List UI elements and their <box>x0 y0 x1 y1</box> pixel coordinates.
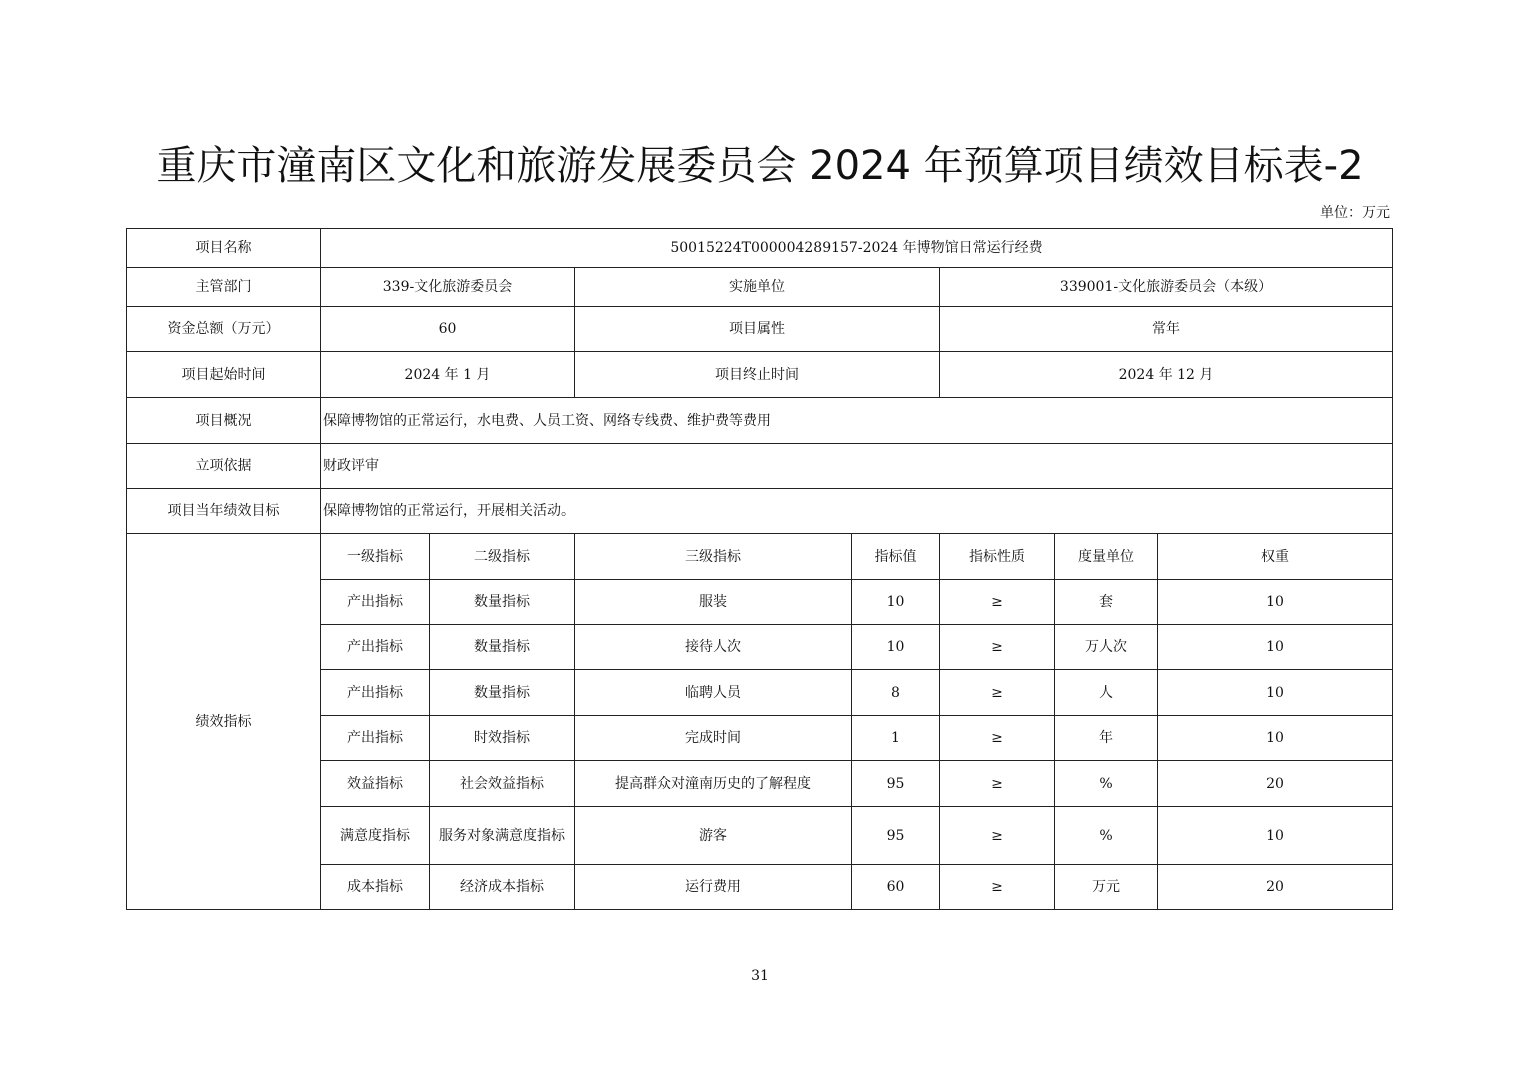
level3-cell: 完成时间 <box>575 716 852 761</box>
project-name-value: 50015224T000004289157-2024 年博物馆日常运行经费 <box>321 229 1393 268</box>
nature-cell: ≥ <box>940 807 1055 865</box>
end-label: 项目终止时间 <box>575 352 940 398</box>
nature-cell: ≥ <box>940 761 1055 807</box>
performance-target-table <box>126 228 1393 910</box>
level2-cell: 数量指标 <box>430 670 575 716</box>
weight-cell: 10 <box>1158 625 1393 670</box>
weight-cell: 10 <box>1158 716 1393 761</box>
header-level1: 一级指标 <box>321 534 430 580</box>
nature-cell: ≥ <box>940 865 1055 910</box>
end-value: 2024 年 12 月 <box>940 352 1393 398</box>
overview-value: 保障博物馆的正常运行，水电费、人员工资、网络专线费、维护费等费用 <box>321 398 1393 444</box>
weight-cell: 10 <box>1158 807 1393 865</box>
level3-cell: 服装 <box>575 580 852 625</box>
value-cell: 95 <box>852 807 940 865</box>
goal-value: 保障博物馆的正常运行，开展相关活动。 <box>321 489 1393 534</box>
perf-header-row <box>127 534 1393 580</box>
impl-label: 实施单位 <box>575 268 940 307</box>
level2-cell: 服务对象满意度指标 <box>430 807 575 865</box>
start-value: 2024 年 1 月 <box>321 352 575 398</box>
page-number: 31 <box>751 968 769 984</box>
fund-value: 60 <box>321 307 575 352</box>
unit-cell: 万人次 <box>1055 625 1158 670</box>
level1-cell: 产出指标 <box>321 716 430 761</box>
row-goal <box>127 489 1393 534</box>
goal-label: 项目当年绩效目标 <box>127 489 321 534</box>
level1-cell: 产出指标 <box>321 625 430 670</box>
header-level2: 二级指标 <box>430 534 575 580</box>
value-cell: 1 <box>852 716 940 761</box>
level1-cell: 成本指标 <box>321 865 430 910</box>
header-value: 指标值 <box>852 534 940 580</box>
row-project-name <box>127 229 1393 268</box>
row-time <box>127 352 1393 398</box>
overview-label: 项目概况 <box>127 398 321 444</box>
level3-cell: 接待人次 <box>575 625 852 670</box>
level1-cell: 效益指标 <box>321 761 430 807</box>
unit-cell: % <box>1055 807 1158 865</box>
attr-value: 常年 <box>940 307 1393 352</box>
value-cell: 60 <box>852 865 940 910</box>
basis-value: 财政评审 <box>321 444 1393 489</box>
header-weight: 权重 <box>1158 534 1393 580</box>
unit-cell: % <box>1055 761 1158 807</box>
unit-cell: 人 <box>1055 670 1158 716</box>
header-nature: 指标性质 <box>940 534 1055 580</box>
unit-cell: 年 <box>1055 716 1158 761</box>
level2-cell: 时效指标 <box>430 716 575 761</box>
nature-cell: ≥ <box>940 580 1055 625</box>
row-fund <box>127 307 1393 352</box>
row-basis <box>127 444 1393 489</box>
attr-label: 项目属性 <box>575 307 940 352</box>
dept-label: 主管部门 <box>127 268 321 307</box>
row-overview <box>127 398 1393 444</box>
row-department <box>127 268 1393 307</box>
level1-cell: 产出指标 <box>321 580 430 625</box>
nature-cell: ≥ <box>940 716 1055 761</box>
weight-cell: 20 <box>1158 761 1393 807</box>
value-cell: 95 <box>852 761 940 807</box>
start-label: 项目起始时间 <box>127 352 321 398</box>
dept-value: 339-文化旅游委员会 <box>321 268 575 307</box>
level2-cell: 社会效益指标 <box>430 761 575 807</box>
level1-cell: 满意度指标 <box>321 807 430 865</box>
fund-label: 资金总额（万元） <box>127 307 321 352</box>
level3-cell: 运行费用 <box>575 865 852 910</box>
level3-cell: 游客 <box>575 807 852 865</box>
level2-cell: 数量指标 <box>430 580 575 625</box>
value-cell: 10 <box>852 580 940 625</box>
unit-label: 单位：万元 <box>1320 205 1390 221</box>
page-title: 重庆市潼南区文化和旅游发展委员会 2024 年预算项目绩效目标表-2 <box>156 143 1364 189</box>
header-unit: 度量单位 <box>1055 534 1158 580</box>
nature-cell: ≥ <box>940 625 1055 670</box>
level1-cell: 产出指标 <box>321 670 430 716</box>
header-level3: 三级指标 <box>575 534 852 580</box>
level2-cell: 经济成本指标 <box>430 865 575 910</box>
perf-section-label: 绩效指标 <box>127 534 321 910</box>
value-cell: 8 <box>852 670 940 716</box>
basis-label: 立项依据 <box>127 444 321 489</box>
weight-cell: 10 <box>1158 670 1393 716</box>
value-cell: 10 <box>852 625 940 670</box>
impl-value: 339001-文化旅游委员会（本级） <box>940 268 1393 307</box>
weight-cell: 10 <box>1158 580 1393 625</box>
level3-cell: 提高群众对潼南历史的了解程度 <box>575 761 852 807</box>
nature-cell: ≥ <box>940 670 1055 716</box>
level2-cell: 数量指标 <box>430 625 575 670</box>
unit-cell: 万元 <box>1055 865 1158 910</box>
unit-cell: 套 <box>1055 580 1158 625</box>
level3-cell: 临聘人员 <box>575 670 852 716</box>
weight-cell: 20 <box>1158 865 1393 910</box>
project-name-label: 项目名称 <box>127 229 321 268</box>
